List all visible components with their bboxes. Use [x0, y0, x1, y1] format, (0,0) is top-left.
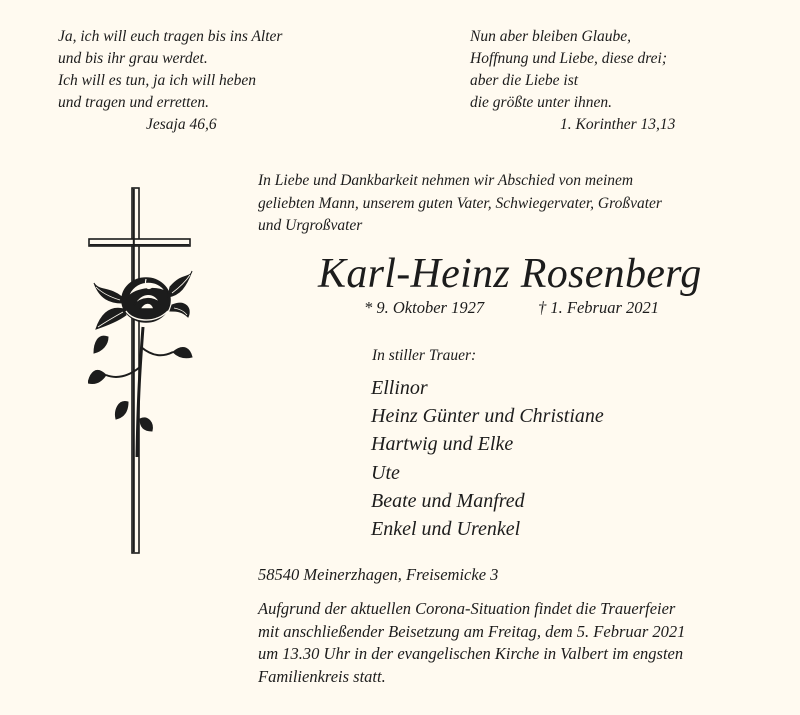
intro-line: und Urgroßvater	[258, 217, 363, 234]
mourning-label: In stiller Trauer:	[372, 347, 477, 364]
deceased-name: Karl-Heinz Rosenberg	[318, 251, 702, 297]
mourner-name: Ellinor	[371, 377, 428, 399]
death-date: † 1. Februar 2021	[538, 298, 659, 317]
verse-reference: 1. Korinther 13,13	[560, 116, 676, 133]
bible-verse-corinthians	[470, 26, 675, 136]
verse-line: Nun aber bleiben Glaube,	[470, 28, 632, 45]
notice-line: Familienkreis statt.	[258, 666, 386, 686]
bible-verse-isaiah	[58, 26, 282, 136]
intro-line: In Liebe und Dankbarkeit nehmen wir Abschied von meinem	[258, 172, 634, 189]
mourner-name: Hartwig und Elke	[371, 433, 514, 456]
verse-line: aber die Liebe ist	[470, 72, 579, 89]
notice-line: Aufgrund der aktuellen Corona-Situation findet die Trauerfeier	[258, 599, 676, 618]
notice-line: mit anschließender Beisetzung am Freitag, dem 5. Februar 2021	[258, 621, 686, 641]
cross-with-rose-icon	[88, 187, 193, 555]
verse-reference: Jesaja 46,6	[146, 116, 217, 133]
verse-line: die größte unter ihnen.	[470, 94, 613, 111]
funeral-notice	[258, 598, 685, 688]
family-address: 58540 Meinerzhagen, Freisemicke 3	[258, 565, 499, 584]
mourner-name: Beate und Manfred	[371, 489, 525, 512]
birth-date: * 9. Oktober 1927	[364, 298, 485, 317]
mourners-list	[371, 374, 604, 543]
verse-line: Ich will es tun, ja ich will heben	[58, 72, 257, 89]
mourner-name: Heinz Günter und Christiane	[371, 405, 604, 428]
verse-line: und tragen und erretten.	[58, 94, 209, 111]
verse-line: Ja, ich will euch tragen bis ins Alter	[58, 28, 283, 45]
mourner-name: Ute	[371, 461, 400, 484]
verse-line: und bis ihr grau werdet.	[58, 50, 208, 67]
verse-line: Hoffnung und Liebe, diese drei;	[470, 50, 668, 67]
intro-line: geliebten Mann, unserem guten Vater, Schwiegervater, Großvater	[258, 194, 662, 212]
farewell-intro	[258, 170, 798, 238]
notice-line: um 13.30 Uhr in der evangelischen Kirche in Valbert im engsten	[258, 644, 684, 663]
mourner-name: Enkel und Urenkel	[371, 518, 521, 541]
